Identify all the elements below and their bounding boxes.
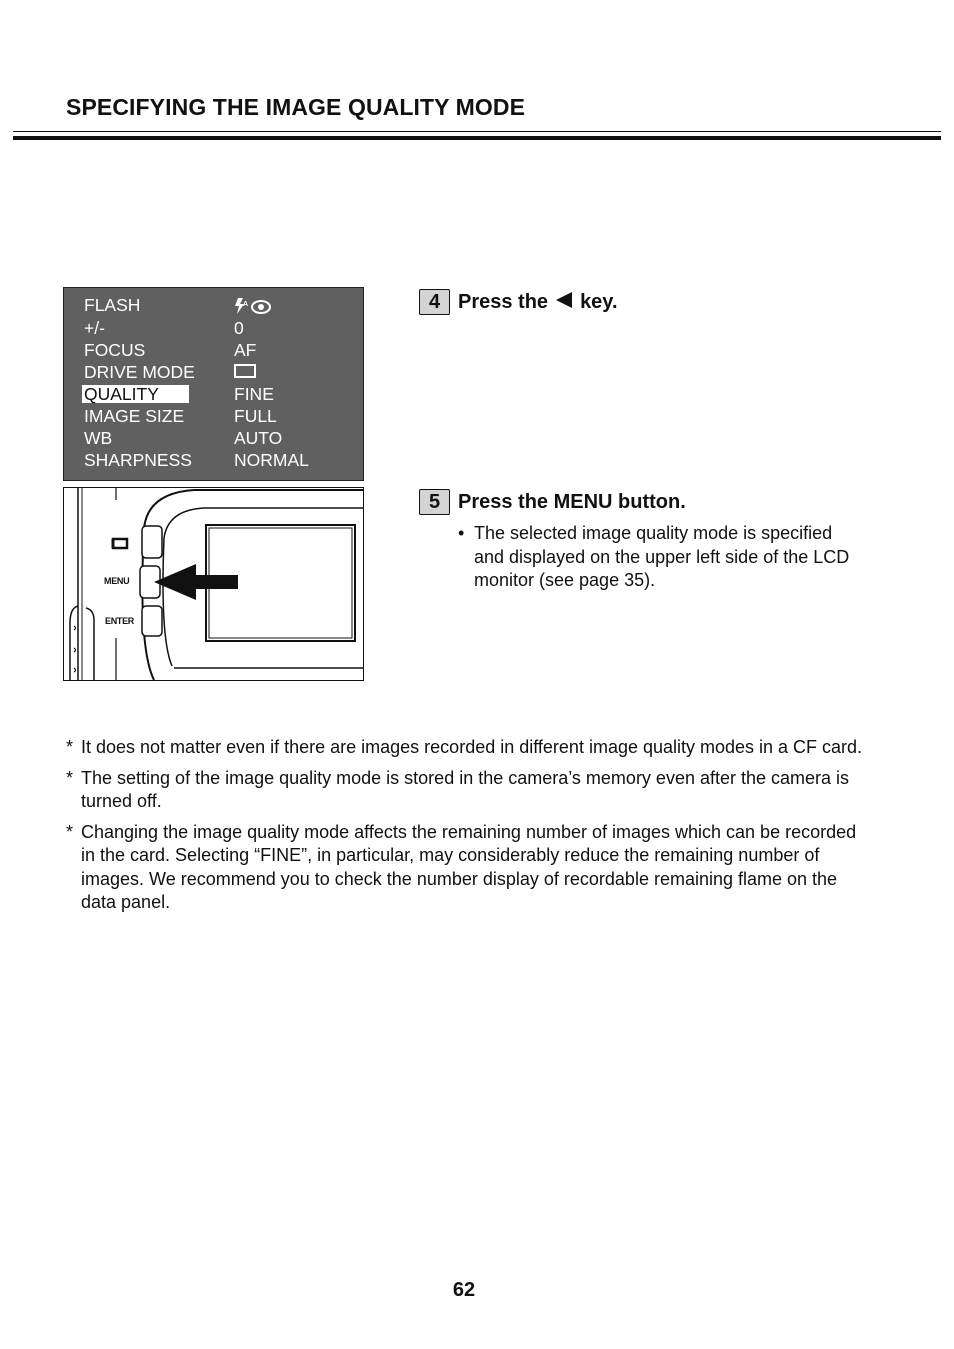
- note-item: [66, 821, 866, 915]
- bullet-text: The selected image quality mode is specified and displayed on the upper left side of the LCD monitor (see page 35).: [474, 523, 850, 590]
- note-text: It does not matter even if there are images recorded in different image quality modes in a CF card.: [81, 737, 863, 757]
- note-text: The setting of the image quality mode is stored in the camera’s memory even after the camera is turned off.: [81, 767, 850, 811]
- step-number: 4: [419, 289, 450, 315]
- asterisk: *: [66, 737, 74, 757]
- menu-row-drive-mode: [64, 361, 363, 383]
- left-arrow-key-icon: [556, 292, 572, 308]
- menu-button-label: MENU: [104, 576, 130, 586]
- menu-label-selected: QUALITY: [82, 385, 189, 403]
- page-title: SPECIFYING THE IMAGE QUALITY MODE: [66, 94, 526, 120]
- step-5: [419, 489, 686, 515]
- camera-back-illustration: [63, 487, 364, 681]
- menu-label: DRIVE MODE: [84, 362, 195, 382]
- menu-label: FOCUS: [84, 340, 146, 360]
- menu-label: IMAGE SIZE: [84, 406, 185, 426]
- step-title-after: key.: [580, 290, 618, 313]
- menu-label: +/-: [84, 318, 105, 338]
- svg-text:A: A: [243, 301, 249, 308]
- step-title: [458, 291, 618, 314]
- menu-label: WB: [84, 428, 113, 448]
- header-rule-thin: [13, 131, 941, 132]
- asterisk: *: [66, 767, 74, 788]
- menu-label: SHARPNESS: [84, 450, 192, 470]
- menu-value: FULL: [234, 406, 277, 426]
- page-number: 62: [452, 1279, 476, 1301]
- menu-row-image-size: [64, 405, 363, 427]
- menu-row-exposure: [64, 317, 363, 339]
- step-5-bullet: [458, 522, 858, 593]
- step-title: Press the MENU button.: [458, 490, 686, 513]
- lcd-menu-screen: [63, 287, 364, 481]
- step-number: 5: [419, 489, 450, 515]
- menu-row-wb: [64, 427, 363, 449]
- notes-list: [66, 736, 866, 922]
- menu-row-focus: [64, 339, 363, 361]
- asterisk: *: [66, 821, 74, 842]
- step-4: [419, 289, 618, 315]
- menu-row-quality: [64, 383, 363, 405]
- menu-row-flash: [64, 294, 363, 316]
- menu-row-sharpness: [64, 449, 363, 471]
- single-frame-icon: [234, 364, 256, 378]
- flash-redeye-icon: [234, 297, 272, 315]
- step-title-before: Press the: [458, 290, 549, 313]
- menu-value: FINE: [234, 384, 274, 404]
- note-item: [66, 736, 866, 760]
- header-rule-thick: [13, 136, 941, 140]
- menu-value: NORMAL: [234, 450, 309, 470]
- menu-value: 0: [234, 318, 244, 338]
- menu-value: AF: [234, 340, 257, 360]
- bullet-dot: •: [458, 523, 465, 543]
- menu-label: FLASH: [84, 295, 141, 315]
- enter-button-label: ENTER: [105, 616, 135, 626]
- note-text: Changing the image quality mode affects the remaining number of images which can be recorded in the card. Selecting “FINE”, in particular, may considerably reduce the remaining number of images. We recommend you to check the number display of recordable remaining flame on the data panel.: [81, 821, 857, 912]
- note-item: [66, 767, 866, 814]
- menu-value: AUTO: [234, 428, 283, 448]
